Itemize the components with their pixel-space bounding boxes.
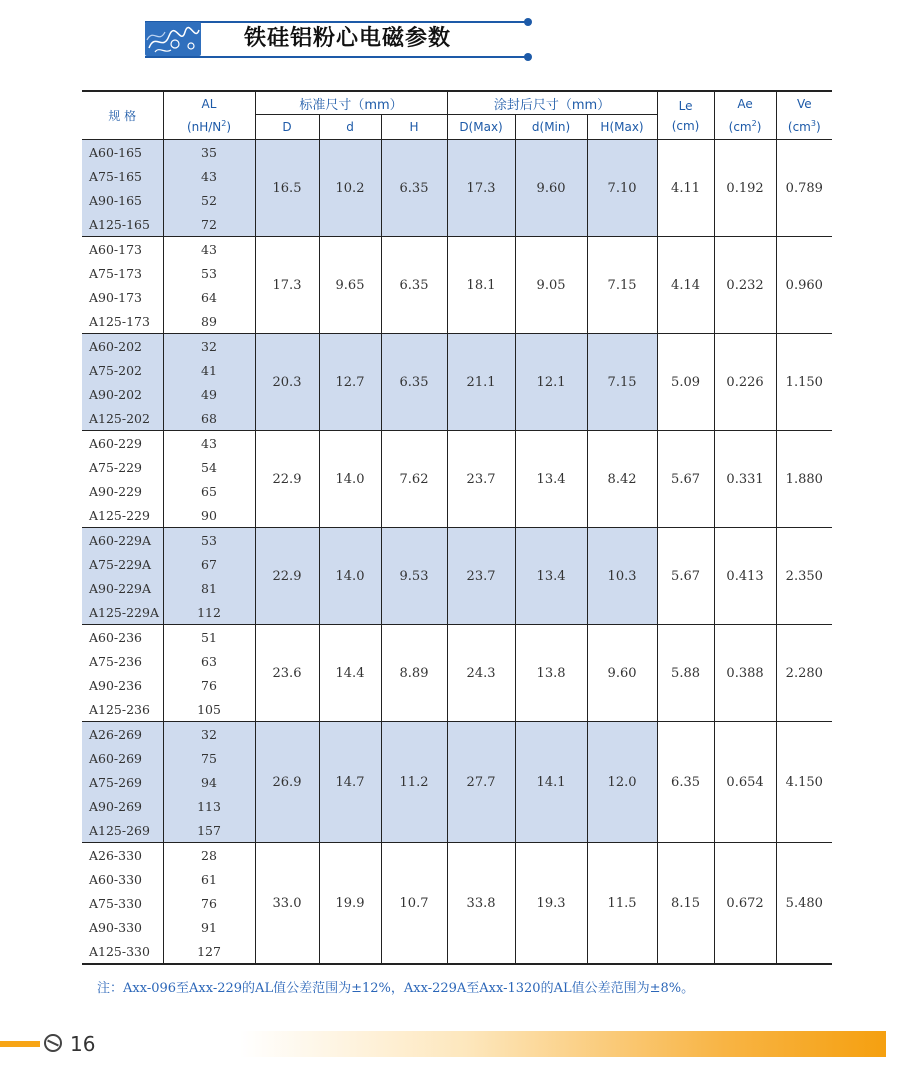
al-cell: 112 [163, 600, 255, 625]
value-cell-le: 5.88 [657, 625, 714, 722]
table-row [82, 140, 832, 165]
spec-cell: A75-173 [89, 265, 143, 281]
value-cell-h: 6.35 [381, 237, 447, 334]
spec-cell: A75-165 [82, 164, 163, 188]
spec-cell: A60-165 [82, 140, 163, 165]
value-cell-hmax: 8.42 [587, 431, 657, 528]
value-cell-le: 5.67 [657, 431, 714, 528]
value-cell-d: 14.7 [319, 722, 381, 843]
value-cell-dmax: 23.7 [447, 528, 515, 625]
al-cell: 91 [163, 915, 255, 939]
table-row [82, 843, 832, 868]
value-cell-d: 14.0 [319, 528, 381, 625]
al-cell: 28 [163, 843, 255, 868]
table-row [82, 722, 832, 747]
al-cell: 75 [163, 746, 255, 770]
spec-cell: A125-173 [89, 313, 150, 329]
value-cell-dmax: 23.7 [447, 431, 515, 528]
header-ae: Ae $(cm^2)$ [714, 91, 776, 140]
al-cell: 65 [163, 479, 255, 503]
spec-cell: A90-330 [89, 919, 143, 935]
value-cell-le: 5.67 [657, 528, 714, 625]
al-cell: 53 [163, 528, 255, 553]
al-cell: 63 [163, 649, 255, 673]
al-cell: 35 [163, 140, 255, 165]
al-cell: 68 [163, 406, 255, 431]
value-cell-ve: 2.280 [776, 625, 832, 722]
value-cell-ve: 5.480 [776, 843, 832, 965]
spec-cell: A125-229A [82, 600, 163, 625]
spec-cell: A60-229 [82, 431, 163, 456]
circle-slash-icon [44, 1034, 62, 1052]
spec-cell: A125-229 [89, 507, 150, 523]
value-cell-hmax: 7.15 [587, 237, 657, 334]
al-cell: 105 [163, 697, 255, 722]
value-cell-hmax: 9.60 [587, 625, 657, 722]
spec-cell: A26-269 [82, 722, 163, 747]
value-cell-le: 5.09 [657, 334, 714, 431]
value-cell-h: 11.2 [381, 722, 447, 843]
al-cell: 157 [163, 818, 255, 843]
value-cell-d: 22.9 [255, 431, 319, 528]
value-cell-d: 26.9 [255, 722, 319, 843]
spec-cell: A75-229A [82, 552, 163, 576]
spec-cell: A125-269 [82, 818, 163, 843]
table-row [82, 334, 832, 359]
tolerance-note: 注：Axx-096至Axx-229的AL值公差范围为±12%，Axx-229A至Axx-1320的AL值公差范围为±8%。 [97, 981, 695, 996]
spec-cell: A60-236 [82, 625, 163, 650]
al-cell: 81 [163, 576, 255, 600]
header-standard-size: 标准尺寸（mm） [255, 91, 447, 115]
value-cell-dmin: 9.60 [515, 140, 587, 237]
header-le: Le (cm) [657, 91, 714, 140]
subheader-D-max: D(Max) [447, 115, 515, 140]
spec-cell: A90-229 [89, 483, 143, 499]
header-ve: Ve $(cm^3)$ [776, 91, 832, 140]
value-cell-d: 33.0 [255, 843, 319, 965]
value-cell-dmax: 27.7 [447, 722, 515, 843]
table-row [82, 528, 832, 553]
value-cell-d: 16.5 [255, 140, 319, 237]
value-cell-dmin: 13.4 [515, 528, 587, 625]
footer-accent-bar [0, 1041, 40, 1047]
al-cell: 53 [163, 261, 255, 285]
value-cell-ve: 1.880 [776, 431, 832, 528]
value-cell-le: 4.14 [657, 237, 714, 334]
value-cell-dmax: 33.8 [447, 843, 515, 965]
header-al: AL $(nH/N^2)$ [163, 91, 255, 140]
value-cell-h: 10.7 [381, 843, 447, 965]
page-number: 16 [70, 1032, 96, 1056]
table-row [82, 237, 832, 262]
value-cell-hmax: 7.10 [587, 140, 657, 237]
al-cell: 49 [163, 382, 255, 406]
value-cell-dmin: 13.8 [515, 625, 587, 722]
spec-cell: A75-269 [82, 770, 163, 794]
value-cell-dmax: 18.1 [447, 237, 515, 334]
spec-cell: A60-330 [89, 871, 143, 887]
value-cell-ve: 0.789 [776, 140, 832, 237]
value-cell-dmin: 9.05 [515, 237, 587, 334]
spec-cell: A75-229 [89, 459, 143, 475]
spec-cell: A75-202 [82, 358, 163, 382]
al-cell: 90 [163, 503, 255, 528]
value-cell-dmin: 19.3 [515, 843, 587, 965]
value-cell-dmin: 12.1 [515, 334, 587, 431]
spec-cell: A125-202 [82, 406, 163, 431]
value-cell-h: 6.35 [381, 140, 447, 237]
subheader-H: H [381, 115, 447, 140]
value-cell-hmax: 7.15 [587, 334, 657, 431]
footer-gradient-bar [240, 1031, 886, 1057]
spec-cell: A90-269 [82, 794, 163, 818]
spec-cell: A125-330 [89, 943, 150, 959]
spec-cell: A75-236 [89, 653, 143, 669]
header-top-rule [145, 21, 525, 23]
value-cell-ae: 0.388 [714, 625, 776, 722]
page-title: 铁硅铝粉心电磁参数 [244, 26, 452, 51]
spec-cell: A125-165 [82, 212, 163, 237]
spec-cell: A125-236 [89, 701, 150, 717]
value-cell-d: 12.7 [319, 334, 381, 431]
value-cell-ae: 0.413 [714, 528, 776, 625]
al-cell: 54 [163, 455, 255, 479]
value-cell-dmax: 17.3 [447, 140, 515, 237]
al-cell: 76 [163, 673, 255, 697]
value-cell-ve: 1.150 [776, 334, 832, 431]
al-cell: 43 [163, 237, 255, 262]
spec-cell: A90-236 [89, 677, 143, 693]
spec-cell: A75-330 [89, 895, 143, 911]
parameter-table [82, 90, 832, 965]
al-cell: 52 [163, 188, 255, 212]
value-cell-d: 14.0 [319, 431, 381, 528]
al-cell: 64 [163, 285, 255, 309]
al-cell: 67 [163, 552, 255, 576]
subheader-d: d [319, 115, 381, 140]
al-cell: 113 [163, 794, 255, 818]
value-cell-ae: 0.232 [714, 237, 776, 334]
value-cell-d: 19.9 [319, 843, 381, 965]
value-cell-dmin: 14.1 [515, 722, 587, 843]
header-coated-size: 涂封后尺寸（mm） [447, 91, 657, 115]
spec-cell: A90-229A [82, 576, 163, 600]
value-cell-dmax: 21.1 [447, 334, 515, 431]
al-cell: 61 [163, 867, 255, 891]
value-cell-d: 10.2 [319, 140, 381, 237]
header-bottom-dot [524, 53, 532, 61]
value-cell-d: 22.9 [255, 528, 319, 625]
value-cell-d: 17.3 [255, 237, 319, 334]
table-body [82, 140, 832, 965]
subheader-H-max: H(Max) [587, 115, 657, 140]
al-cell: 43 [163, 164, 255, 188]
header-top-dot [524, 18, 532, 26]
al-cell: 89 [163, 309, 255, 334]
value-cell-ve: 2.350 [776, 528, 832, 625]
value-cell-ae: 0.654 [714, 722, 776, 843]
spec-cell: A90-165 [82, 188, 163, 212]
value-cell-d: 23.6 [255, 625, 319, 722]
value-cell-h: 6.35 [381, 334, 447, 431]
al-cell: 94 [163, 770, 255, 794]
spec-cell: A60-173 [82, 237, 163, 262]
value-cell-h: 7.62 [381, 431, 447, 528]
al-cell: 72 [163, 212, 255, 237]
value-cell-hmax: 12.0 [587, 722, 657, 843]
value-cell-d: 14.4 [319, 625, 381, 722]
value-cell-ae: 0.192 [714, 140, 776, 237]
al-cell: 51 [163, 625, 255, 650]
value-cell-ae: 0.672 [714, 843, 776, 965]
value-cell-hmax: 10.3 [587, 528, 657, 625]
value-cell-ae: 0.331 [714, 431, 776, 528]
value-cell-d: 9.65 [319, 237, 381, 334]
spec-cell: A90-202 [82, 382, 163, 406]
value-cell-ae: 0.226 [714, 334, 776, 431]
value-cell-le: 4.11 [657, 140, 714, 237]
value-cell-le: 8.15 [657, 843, 714, 965]
al-cell: 32 [163, 334, 255, 359]
al-cell: 76 [163, 891, 255, 915]
subheader-d-min: d(Min) [515, 115, 587, 140]
value-cell-h: 9.53 [381, 528, 447, 625]
table-row [82, 625, 832, 650]
subheader-D: D [255, 115, 319, 140]
blue-cloud-pattern-logo-icon [145, 22, 201, 56]
al-cell: 41 [163, 358, 255, 382]
al-cell: 127 [163, 939, 255, 964]
value-cell-le: 6.35 [657, 722, 714, 843]
value-cell-ve: 4.150 [776, 722, 832, 843]
al-cell: 43 [163, 431, 255, 456]
header-spec: 规 格 [108, 109, 137, 123]
value-cell-hmax: 11.5 [587, 843, 657, 965]
value-cell-d: 20.3 [255, 334, 319, 431]
spec-cell: A60-202 [82, 334, 163, 359]
spec-cell: A26-330 [82, 843, 163, 868]
table-row [82, 431, 832, 456]
header-bottom-rule [145, 56, 525, 58]
value-cell-dmin: 13.4 [515, 431, 587, 528]
al-cell: 32 [163, 722, 255, 747]
value-cell-dmax: 24.3 [447, 625, 515, 722]
spec-cell: A90-173 [89, 289, 143, 305]
value-cell-h: 8.89 [381, 625, 447, 722]
spec-cell: A60-269 [82, 746, 163, 770]
value-cell-ve: 0.960 [776, 237, 832, 334]
spec-cell: A60-229A [82, 528, 163, 553]
